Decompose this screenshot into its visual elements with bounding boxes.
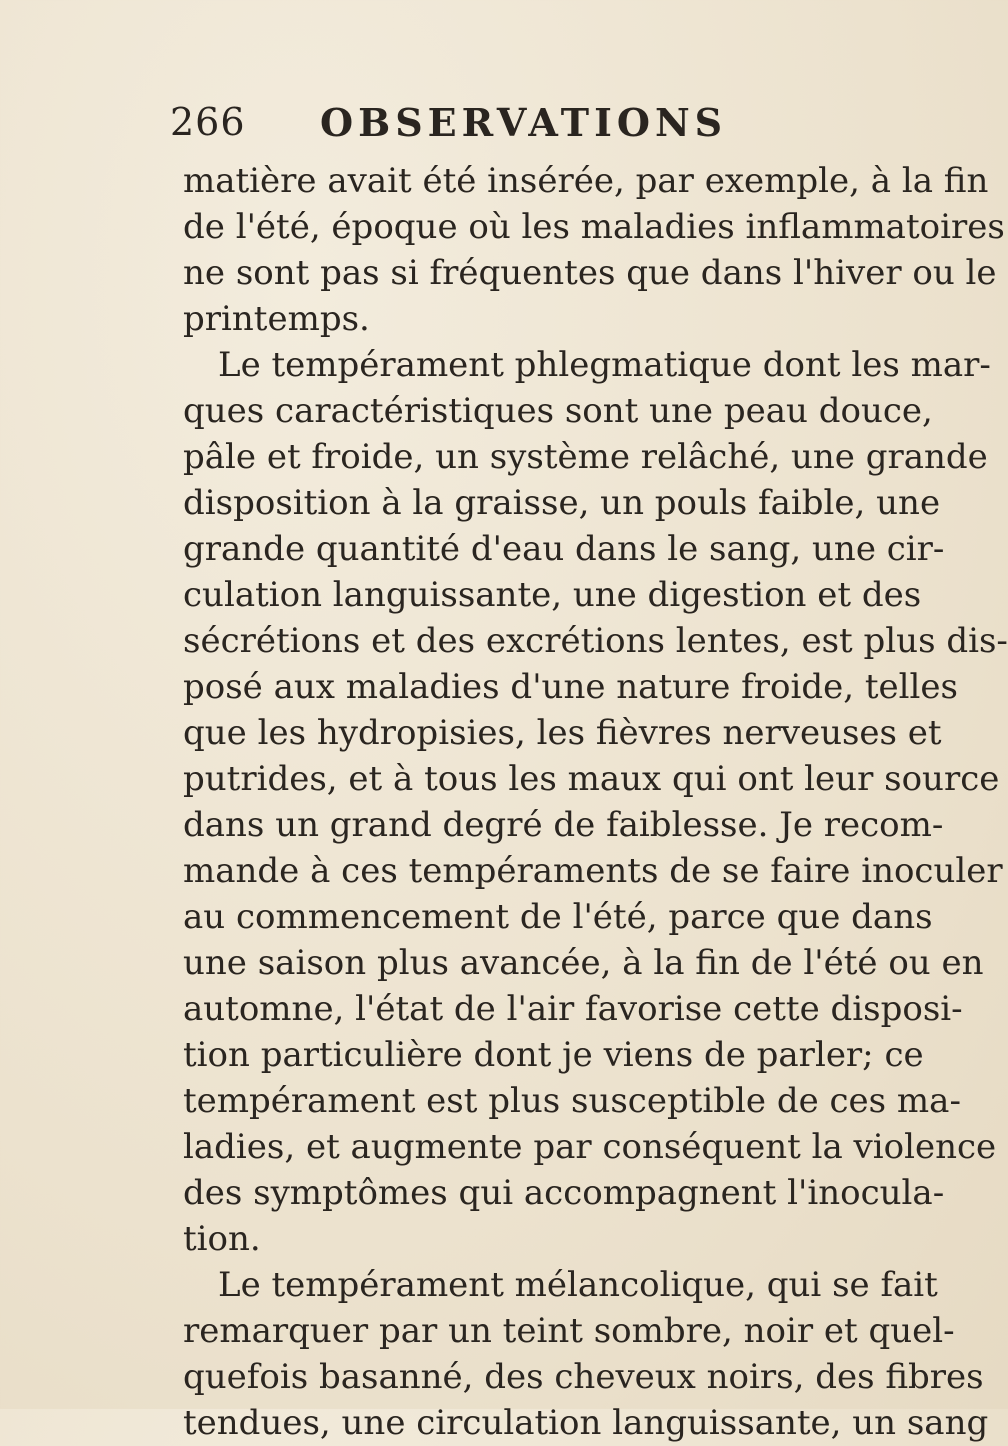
text-line: des symptômes qui accompagnent l'inocula- bbox=[183, 1173, 945, 1213]
text-line: pâle et froide, un système relâché, une grande bbox=[183, 437, 988, 477]
text-line: ne sont pas si fréquentes que dans l'hiver ou le bbox=[183, 253, 997, 293]
paragraph-start: Le tempérament phlegmatique dont les mar- bbox=[218, 345, 991, 385]
text-line: mande à ces tempéraments de se faire inoculer bbox=[183, 851, 1003, 891]
text-line: au commencement de l'été, parce que dans bbox=[183, 897, 933, 937]
text-line: ques caractéristiques sont une peau douce, bbox=[183, 391, 933, 431]
text-line: posé aux maladies d'une nature froide, telles bbox=[183, 667, 958, 707]
text-line: culation languissante, une digestion et des bbox=[183, 575, 922, 615]
paragraph-start: Le tempérament mélancolique, qui se fait bbox=[218, 1265, 938, 1305]
running-title: OBSERVATIONS bbox=[320, 100, 728, 145]
text-line: tion. bbox=[183, 1219, 261, 1259]
text-line: automne, l'état de l'air favorise cette disposi- bbox=[183, 989, 963, 1029]
text-line: quefois basanné, des cheveux noirs, des fibres bbox=[183, 1357, 984, 1397]
text-line: dans un grand degré de faiblesse. Je recom- bbox=[183, 805, 944, 845]
text-line: remarquer par un teint sombre, noir et quel- bbox=[183, 1311, 955, 1351]
page-header bbox=[170, 100, 760, 160]
text-line: sécrétions et des excrétions lentes, est plus dis- bbox=[183, 621, 1008, 661]
text-line: que les hydropisies, les fièvres nerveuses et bbox=[183, 713, 942, 753]
text-line: printemps. bbox=[183, 299, 370, 339]
text-line: grande quantité d'eau dans le sang, une cir- bbox=[183, 529, 945, 569]
text-line: putrides, et à tous les maux qui ont leur source bbox=[183, 759, 1000, 799]
text-line: tendues, une circulation languissante, un sang bbox=[183, 1403, 989, 1443]
text-line: une saison plus avancée, à la fin de l'été ou en bbox=[183, 943, 984, 983]
text-line: tempérament est plus susceptible de ces ma- bbox=[183, 1081, 961, 1121]
text-line: matière avait été insérée, par exemple, à la fin bbox=[183, 161, 989, 201]
text-line: ladies, et augmente par conséquent la violence bbox=[183, 1127, 997, 1167]
text-line: disposition à la graisse, un pouls faible, une bbox=[183, 483, 941, 523]
text-line: de l'été, époque où les maladies inflammatoires bbox=[183, 207, 1005, 247]
text-line: tion particulière dont je viens de parler; ce bbox=[183, 1035, 924, 1075]
page-number: 266 bbox=[170, 100, 246, 144]
